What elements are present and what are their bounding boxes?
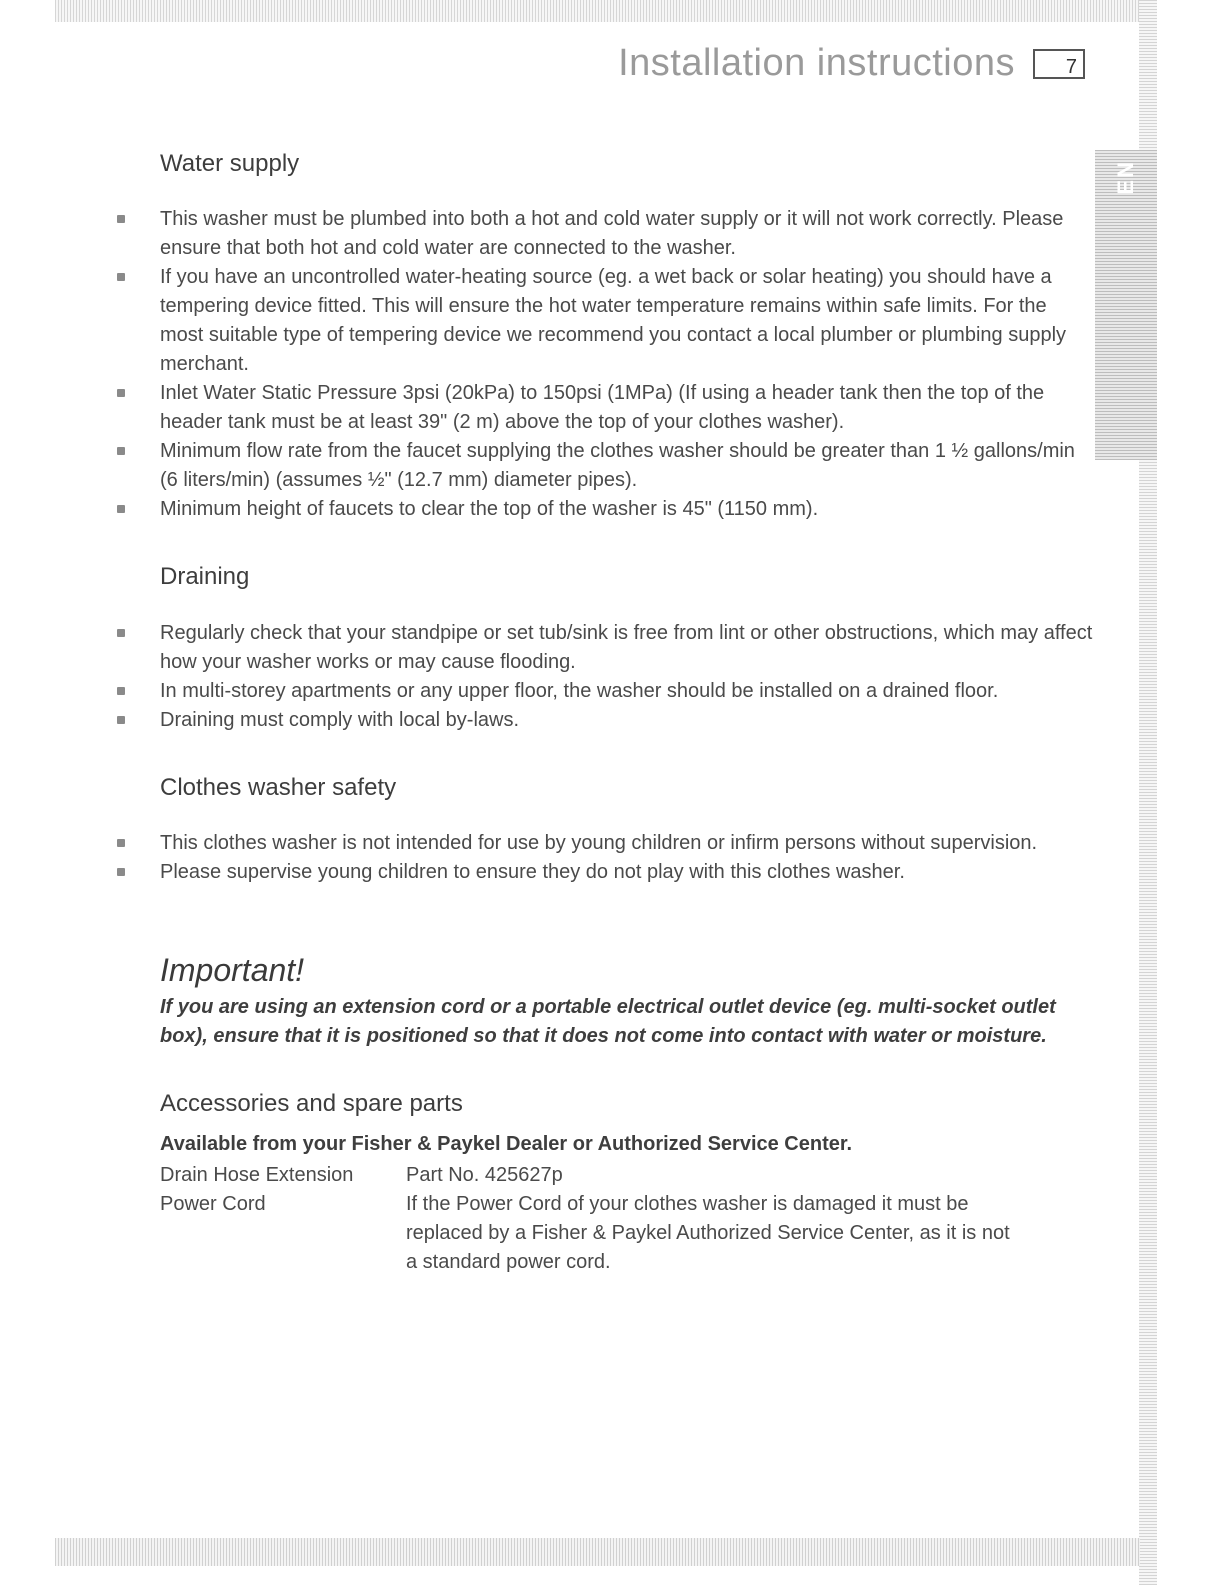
bullet-icon — [117, 687, 125, 695]
list-item: In multi-storey apartments or any upper floor, the washer should be installed on a drained floor. — [115, 677, 1095, 706]
accessories-subheading: Available from your Fisher & Paykel Dealer or Authorized Service Center. — [160, 1133, 853, 1155]
bullet-icon — [117, 389, 125, 397]
scan-band-bottom — [55, 1538, 1140, 1566]
important-notice: If you are using an extension cord or a portable electrical outlet device (eg. multi-socket outlet box), ensure that it is positioned so that it does not come into contact with water or moisture. — [160, 996, 1056, 1047]
bullet-icon — [117, 447, 125, 455]
list-item: Regularly check that your standpipe or set tub/sink is free from lint or other obstructions, which may affect how your washer works or may cause flooding. — [115, 619, 1095, 677]
page-title: Installation instructions — [618, 42, 1015, 84]
section-heading-water-supply: Water supply — [160, 150, 300, 177]
bullet-icon — [117, 505, 125, 513]
list-item: Draining must comply with local by-laws. — [115, 706, 1095, 735]
bullet-icon — [117, 273, 125, 281]
accessory-name: Drain Hose Extension — [160, 1164, 354, 1186]
list-item: Minimum height of faucets to clear the top of the washer is 45" (1150 mm). — [115, 495, 1095, 524]
list-item: Minimum flow rate from the faucet supplying the clothes washer should be greater than 1 ½ gallons/min (6 liters/min) (assumes ½" (12.7 mm) diameter pipes). — [115, 437, 1095, 495]
accessory-description: If the Power Cord of your clothes washer is damaged it must be replaced by a Fisher & Paykel Authorized Service Center, as it is not a standard power cord. — [406, 1193, 1010, 1273]
language-tab — [1095, 150, 1157, 460]
list-item: If you have an uncontrolled water-heating source (eg. a wet back or solar heating) you should have a tempering device fitted. This will ensure the hot water temperature remains within safe limits. For the most suitable type of tempering device we recommend you contact a local plumber or plumbing supply merchant. — [115, 263, 1095, 379]
section-heading-draining: Draining — [160, 563, 250, 590]
accessory-description: Part No. 425627p — [406, 1164, 563, 1186]
page-number: 7 — [1065, 55, 1077, 78]
bullet-icon — [117, 839, 125, 847]
list-item: Inlet Water Static Pressure 3psi (20kPa) to 150psi (1MPa) (If using a header tank then the top of the header tank must be at least 39" (2 m) above the top of your clothes washer). — [115, 379, 1095, 437]
bullet-icon — [117, 868, 125, 876]
list-item: This washer must be plumbed into both a hot and cold water supply or it will not work correctly. Please ensure that both hot and cold water are connected to the washer. — [115, 205, 1095, 263]
language-tab-label: EN — [1113, 160, 1138, 195]
draining-list — [115, 619, 1095, 735]
section-heading-accessories: Accessories and spare parts — [160, 1090, 463, 1117]
accessory-row — [160, 1190, 1060, 1277]
accessory-name: Power Cord — [160, 1193, 266, 1215]
page-number-box — [1033, 49, 1085, 79]
section-heading-clothes-washer-safety: Clothes washer safety — [160, 774, 397, 801]
scan-band-top — [55, 0, 1140, 22]
bullet-icon — [117, 629, 125, 637]
safety-list — [115, 829, 1095, 887]
accessory-row — [160, 1161, 1060, 1190]
important-title: Important! — [160, 952, 305, 988]
water-supply-list — [115, 205, 1095, 524]
list-item: This clothes washer is not intended for use by young children or infirm persons without supervision. — [115, 829, 1095, 858]
bullet-icon — [117, 716, 125, 724]
accessories-table — [160, 1161, 1060, 1277]
list-item: Please supervise young children to ensure they do not play with this clothes washer. — [115, 858, 1095, 887]
page-header — [618, 42, 1085, 85]
bullet-icon — [117, 215, 125, 223]
